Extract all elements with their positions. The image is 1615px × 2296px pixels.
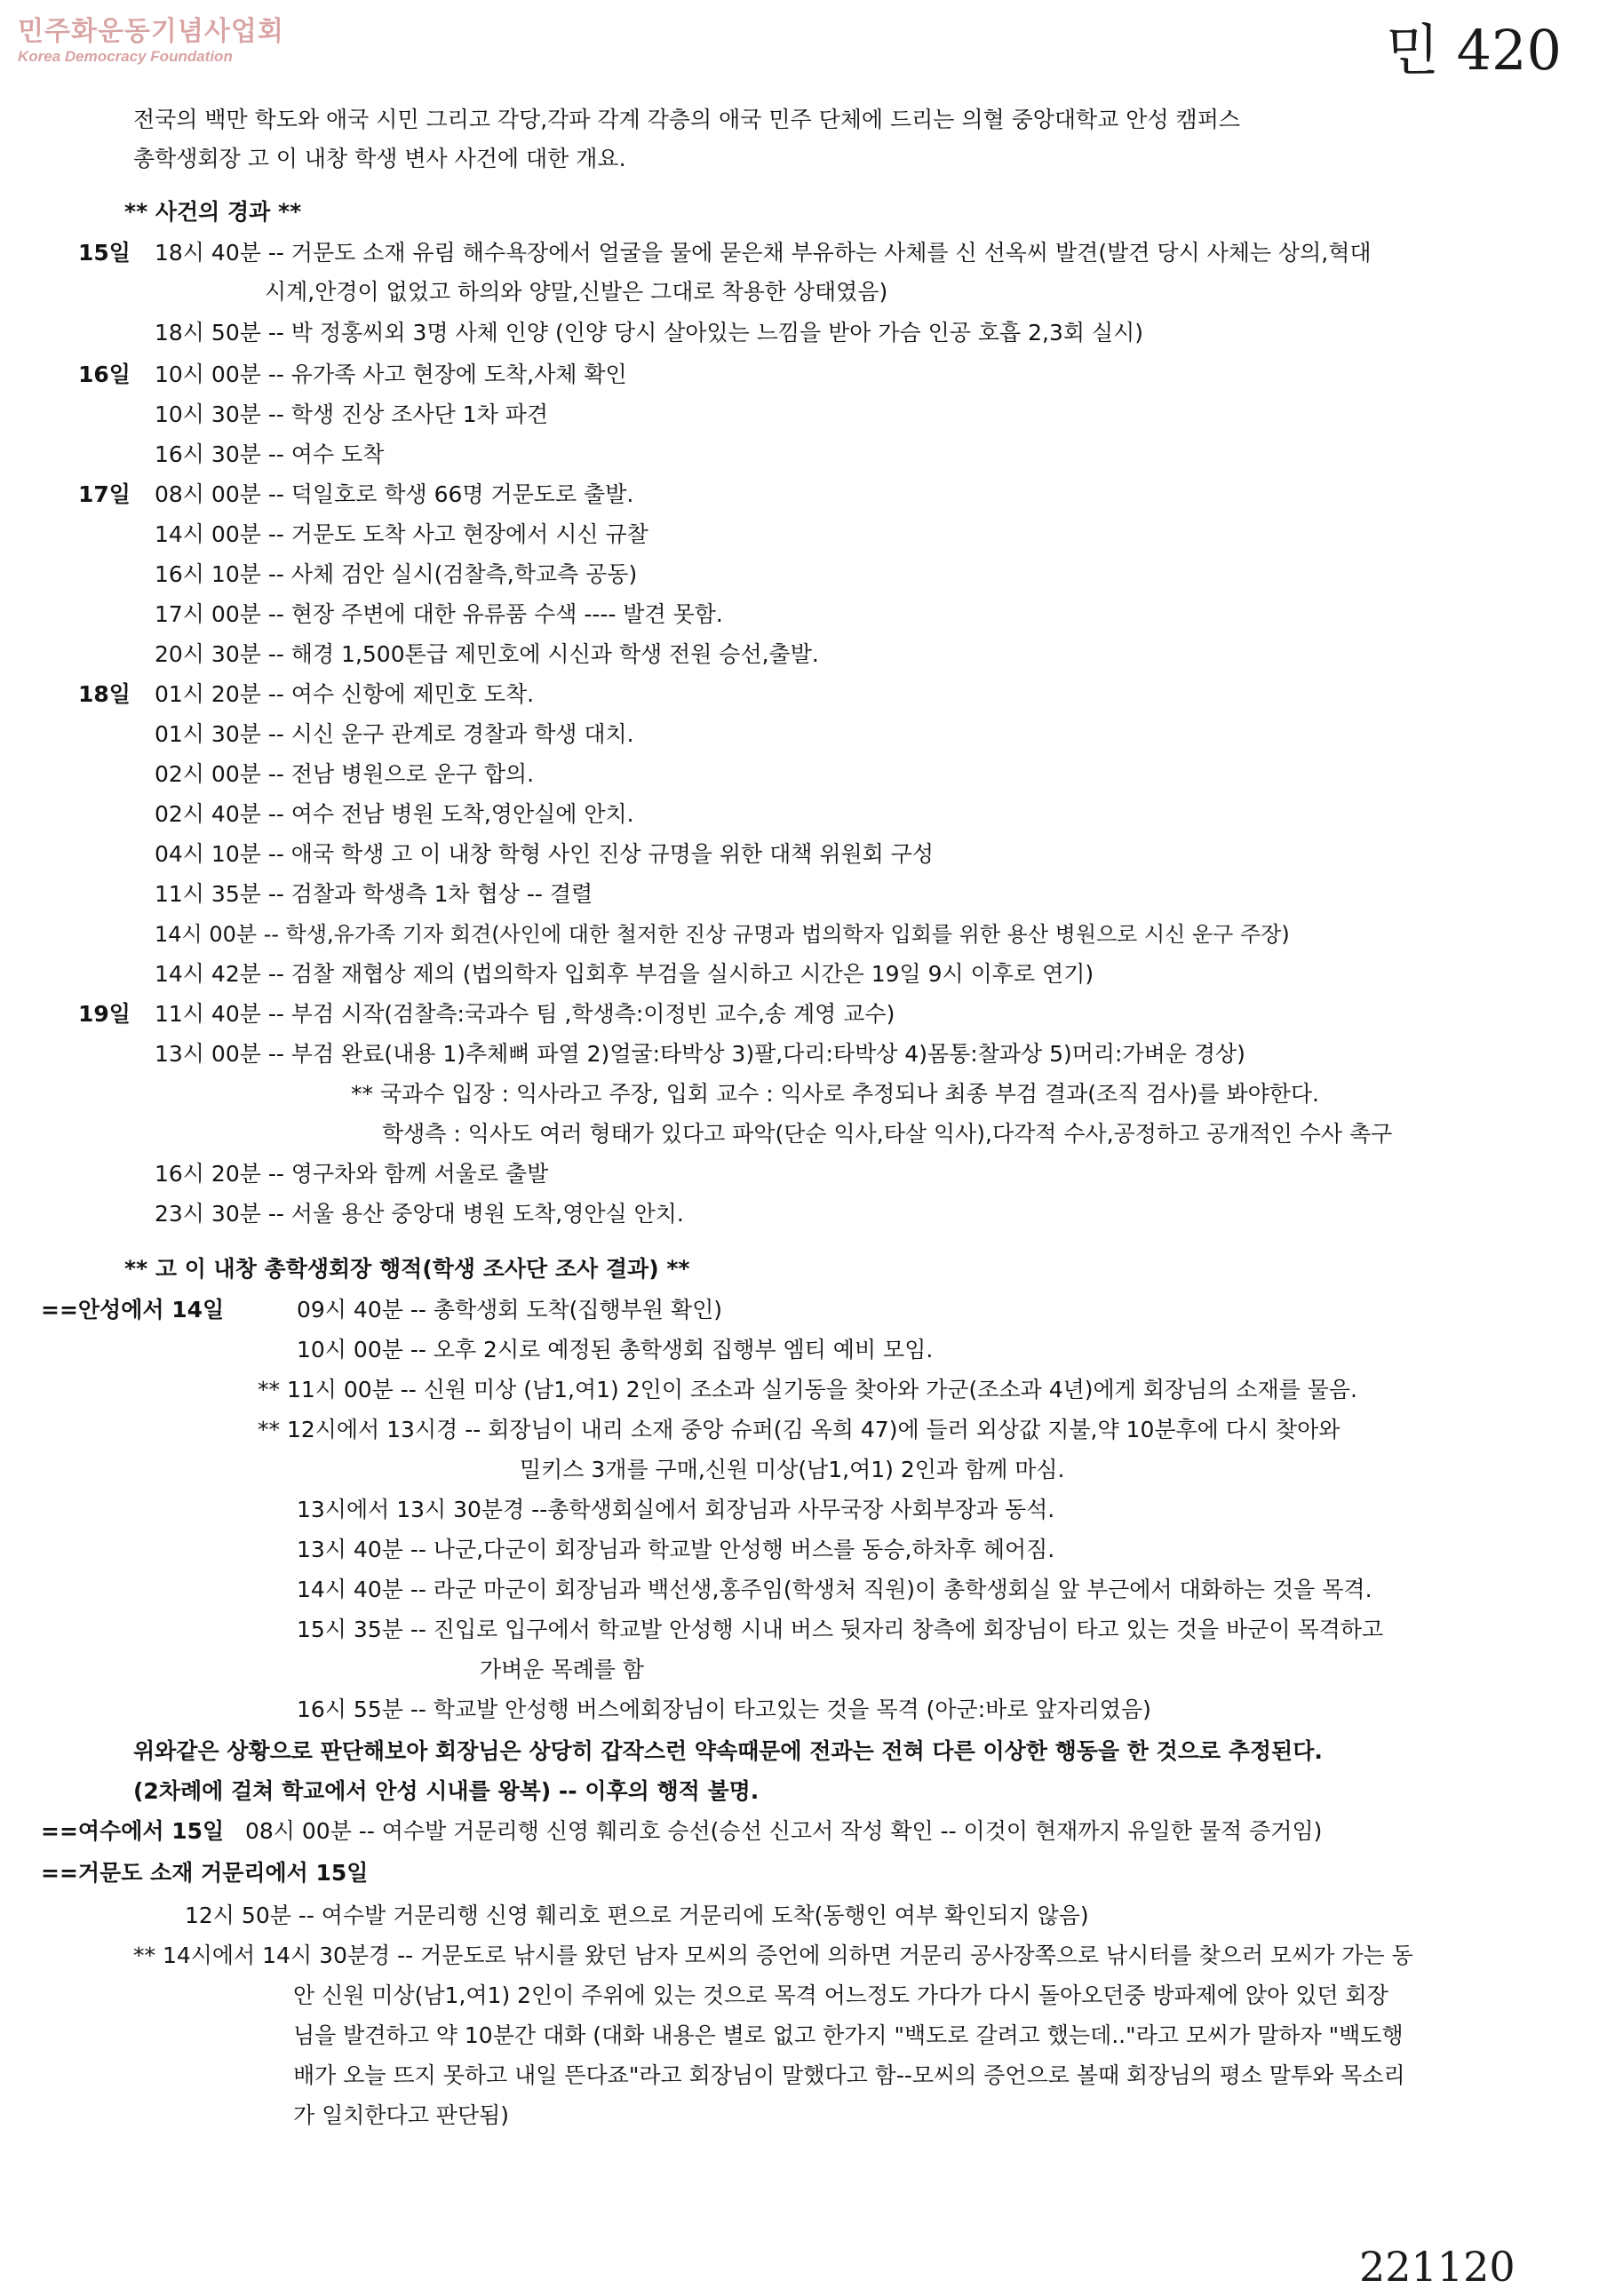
timeline-row bbox=[78, 360, 627, 390]
timeline-row bbox=[78, 999, 895, 1029]
timeline-day: 17일 bbox=[78, 481, 131, 507]
section-heading-whereabouts: ** 고 이 내창 총학생회장 행적(학생 조사단 조사 결과) ** bbox=[124, 1256, 690, 1282]
timeline-row: 02시 00분 -- 전남 병원으로 운구 합의. bbox=[155, 761, 535, 787]
anseong-label: ==안성에서 14일 bbox=[41, 1297, 225, 1323]
timeline-row bbox=[78, 238, 1372, 268]
timeline-row: 20시 30분 -- 해경 1,500톤급 제민호에 시신과 학생 전원 승선,출발. bbox=[155, 641, 819, 667]
watermark-korean: 민주화운동기념사업회 bbox=[18, 16, 284, 47]
geomundo-line: ** 14시에서 14시 30분경 -- 거문도로 낚시를 왔던 남자 모씨의 증언에 의하면 거문리 공사장쪽으로 낚시터를 찾으러 모씨가 가는 동 bbox=[133, 1942, 1413, 1968]
timeline-row: 13시 00분 -- 부검 완료(내용 1)추체뼈 파열 2)얼굴:타박상 3)팔,다리:타박상 4)몸통:찰과상 5)머리:가벼운 경상) bbox=[155, 1041, 1245, 1067]
timeline-row: 16시 10분 -- 사체 검안 실시(검찰측,학교측 공동) bbox=[155, 561, 638, 587]
geomundo-line: 님을 발견하고 약 10분간 대화 (대화 내용은 별로 없고 한가지 "백도로 갈려고 했는데.."라고 모씨가 말하자 "백도행 bbox=[293, 2022, 1404, 2048]
timeline-text: 18시 40분 -- 거문도 소재 유림 해수욕장에서 얼굴을 물에 묻은채 부유하는 사체를 신 선옥씨 발견(발견 당시 사체는 상의,혁대 bbox=[155, 240, 1372, 266]
timeline-row: 02시 40분 -- 여수 전남 병원 도착,영안실에 안치. bbox=[155, 801, 634, 827]
timeline-row: 23시 30분 -- 서울 용산 중앙대 병원 도착,영안실 안치. bbox=[155, 1201, 684, 1227]
timeline-text: 08시 00분 -- 덕일호로 학생 66명 거문도로 출발. bbox=[155, 481, 634, 507]
timeline-row bbox=[78, 480, 633, 510]
timeline-row: 16시 20분 -- 영구차와 함께 서울로 출발 bbox=[155, 1161, 549, 1187]
timeline-text: 10시 00분 -- 유가족 사고 현장에 도착,사체 확인 bbox=[155, 361, 627, 387]
anseong-entry: 13시 40분 -- 나군,다군이 회장님과 학교발 안성행 버스를 동승,하차후 헤어짐. bbox=[297, 1537, 1055, 1562]
timeline-day: 16일 bbox=[78, 361, 131, 387]
anseong-entry: 10시 00분 -- 오후 2시로 예정된 총학생회 집행부 엠티 예비 모임. bbox=[297, 1337, 934, 1363]
section-heading-timeline: ** 사건의 경과 ** bbox=[124, 199, 302, 225]
anseong-entry: 15시 35분 -- 진입로 입구에서 학교발 안성행 시내 버스 뒷자리 창측에 회장님이 타고 있는 것을 바군이 목격하고 bbox=[297, 1617, 1384, 1642]
anseong-summary: (2차례에 걸쳐 학교에서 안성 시내를 왕복) -- 이후의 행적 불명. bbox=[133, 1778, 760, 1804]
title-line-2: 총학생회장 고 이 내창 학생 변사 사건에 대한 개요. bbox=[133, 146, 626, 171]
anseong-entry: 밀키스 3개를 구매,신원 미상(남1,여1) 2인과 함께 마심. bbox=[520, 1457, 1065, 1482]
timeline-row: 11시 35분 -- 검찰과 학생측 1차 협상 -- 결렬 bbox=[155, 881, 593, 907]
geomundo-line: 안 신원 미상(남1,여1) 2인이 주위에 있는 것으로 목격 어느정도 가다가 다시 돌아오던중 방파제에 앉아 있던 회장 bbox=[293, 1982, 1388, 2008]
timeline-row: 17시 00분 -- 현장 주변에 대한 유류품 수색 ---- 발견 못함. bbox=[155, 601, 723, 627]
timeline-text: 11시 40분 -- 부검 시작(검찰측:국과수 팀 ,학생측:이정빈 교수,송 계영 교수) bbox=[155, 1001, 895, 1027]
timeline-row: 16시 30분 -- 여수 도착 bbox=[155, 441, 385, 467]
anseong-entry: ** 12시에서 13시경 -- 회장님이 내리 소재 중앙 슈퍼(김 옥희 47)에 들러 외상값 지불,약 10분후에 다시 찾아와 bbox=[258, 1417, 1341, 1442]
title-line-1: 전국의 백만 학도와 애국 시민 그리고 각당,각파 각계 각층의 애국 민주 단체에 드리는 의혈 중앙대학교 안성 캠퍼스 bbox=[133, 107, 1240, 132]
anseong-entry: 16시 55분 -- 학교발 안성행 버스에회장님이 타고있는 것을 목격 (아군:바로 앞자리였음) bbox=[297, 1696, 1151, 1722]
timeline-text: 01시 20분 -- 여수 신항에 제민호 도착. bbox=[155, 681, 535, 707]
timeline-day: 19일 bbox=[78, 1001, 131, 1027]
watermark-logo bbox=[18, 16, 284, 66]
geomundo-line: 12시 50분 -- 여수발 거문리행 신영 훼리호 편으로 거문리에 도착(동행인 여부 확인되지 않음) bbox=[185, 1903, 1089, 1928]
autopsy-note: ** 국과수 입장 : 익사라고 주장, 입회 교수 : 익사로 추정되나 최종 부검 결과(조직 검사)를 봐야한다. bbox=[351, 1081, 1320, 1107]
timeline-row: 시계,안경이 없었고 하의와 양말,신발은 그대로 착용한 상태였음) bbox=[265, 279, 888, 305]
timeline-row: 14시 42분 -- 검찰 재협상 제의 (법의학자 입회후 부검을 실시하고 시간은 19일 9시 이후로 연기) bbox=[155, 961, 1094, 987]
timeline-row: 18시 50분 -- 박 정홍씨외 3명 사체 인양 (인양 당시 살아있는 느낌을 받아 가슴 인공 호흡 2,3회 실시) bbox=[155, 320, 1144, 346]
anseong-entry: ** 11시 00분 -- 신원 미상 (남1,여1) 2인이 조소과 실기동을 찾아와 가군(조소과 4년)에게 회장님의 소재를 물음. bbox=[258, 1377, 1357, 1402]
anseong-entry: 13시에서 13시 30분경 --총학생회실에서 회장님과 사무국장 사회부장과 동석. bbox=[297, 1497, 1055, 1522]
timeline-row bbox=[78, 679, 534, 710]
timeline-row: 14시 00분 -- 학생,유가족 기자 회견(사인에 대한 철저한 진상 규명과 법의학자 입회를 위한 용산 병원으로 시신 운구 주장) bbox=[155, 922, 1290, 947]
geomundo-line: 배가 오늘 뜨지 못하고 내일 뜬다죠"라고 회장님이 말했다고 함--모씨의 증언으로 볼때 회장님의 평소 말투와 목소리 bbox=[293, 2062, 1405, 2088]
yeosu-label: ==여수에서 15일 bbox=[41, 1818, 225, 1844]
anseong-entry: 14시 40분 -- 라군 마군이 회장님과 백선생,홍주임(학생처 직원)이 총학생회실 앞 부근에서 대화하는 것을 목격. bbox=[297, 1577, 1372, 1602]
handwritten-doc-code: 민 420 bbox=[1386, 18, 1562, 83]
yeosu-row bbox=[41, 1816, 1322, 1847]
autopsy-note: 학생측 : 익사도 여러 형태가 있다고 파악(단순 익사,타살 익사),다각적 수사,공정하고 공개적인 수사 촉구 bbox=[382, 1121, 1393, 1147]
yeosu-text: 08시 00분 -- 여수발 거문리행 신영 훼리호 승선(승선 신고서 작성 확인 -- 이것이 현재까지 유일한 물적 증거임) bbox=[244, 1818, 1323, 1844]
anseong-entry: 가벼운 목례를 함 bbox=[480, 1656, 644, 1682]
watermark-english: Korea Democracy Foundation bbox=[18, 48, 233, 65]
timeline-row: 14시 00분 -- 거문도 도착 사고 현장에서 시신 규찰 bbox=[155, 521, 648, 547]
timeline-row: 04시 10분 -- 애국 학생 고 이 내창 학형 사인 진상 규명을 위한 대책 위원회 구성 bbox=[155, 841, 935, 867]
timeline-row: 10시 30분 -- 학생 진상 조사단 1차 파견 bbox=[155, 401, 548, 427]
geomundo-label: ==거문도 소재 거문리에서 15일 bbox=[41, 1860, 369, 1886]
handwritten-footer-code: 221120 bbox=[1359, 2243, 1516, 2291]
anseong-summary: 위와같은 상황으로 판단해보아 회장님은 상당히 갑작스런 약속때문에 전과는 전혀 다른 이상한 행동을 한 것으로 추정된다. bbox=[133, 1738, 1323, 1764]
timeline-day: 15일 bbox=[78, 240, 131, 266]
timeline-row: 01시 30분 -- 시신 운구 관계로 경찰과 학생 대치. bbox=[155, 721, 634, 747]
anseong-entry: 09시 40분 -- 총학생회 도착(집행부원 확인) bbox=[297, 1297, 723, 1323]
timeline-day: 18일 bbox=[78, 681, 131, 707]
geomundo-line: 가 일치한다고 판단됨) bbox=[293, 2102, 509, 2128]
